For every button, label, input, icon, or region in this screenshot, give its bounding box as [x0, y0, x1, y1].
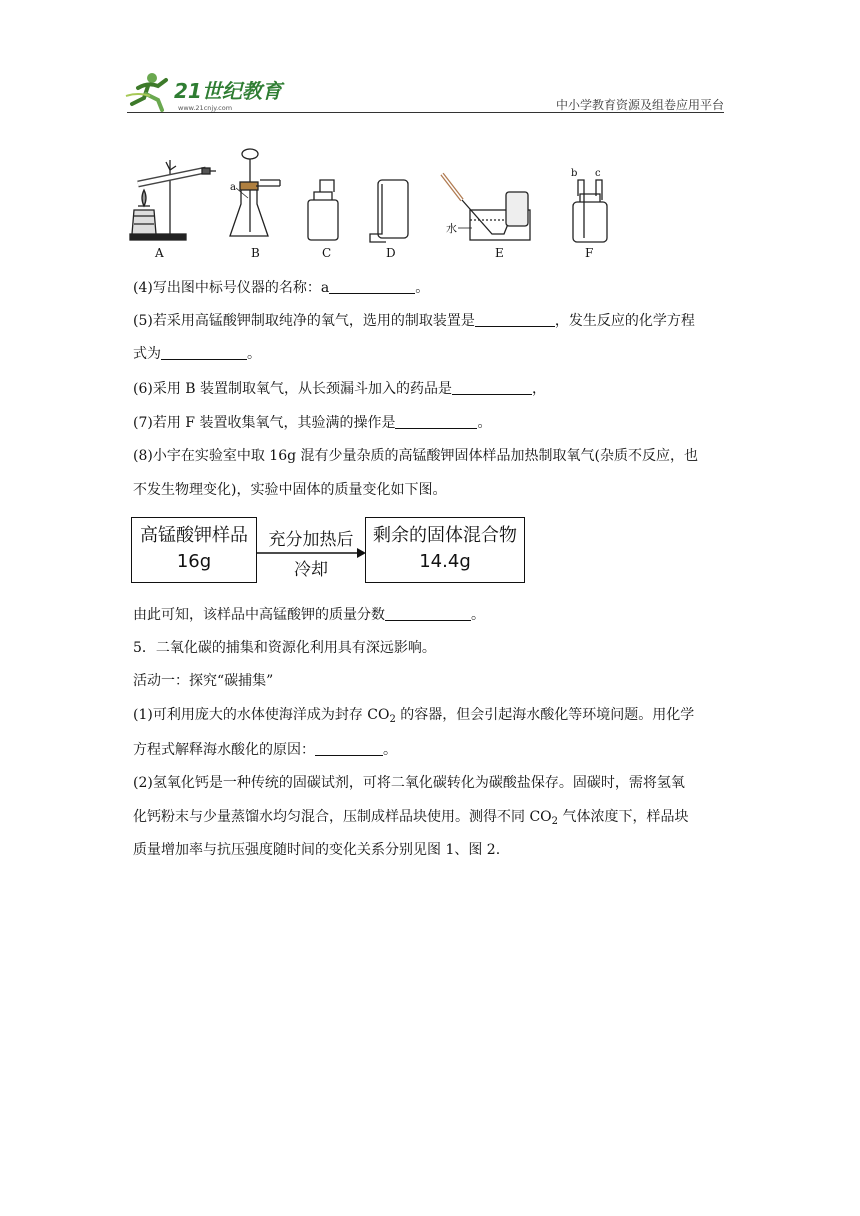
question-4: (4)写出图中标号仪器的名称：a 。 [133, 280, 430, 296]
apparatus-label-d: D [386, 246, 396, 260]
answer-blank[interactable] [385, 606, 471, 621]
section5-p2-cont: 化钙粉末与少量蒸馏水均匀混合，压制成样品块使用。测得不同 $CO_2$ 气体浓度下，样品块 [133, 809, 689, 827]
lab-apparatus-figure [120, 140, 740, 270]
apparatus-label-a: A [155, 246, 164, 260]
answer-blank[interactable] [329, 279, 415, 294]
label-water: 水 [446, 222, 457, 235]
answer-blank[interactable] [452, 380, 532, 395]
apparatus-a [130, 160, 216, 240]
label-b: b [571, 168, 578, 179]
question-8-cont: 不发生物理变化)，实验中固体的质量变化如下图。 [133, 482, 447, 498]
answer-blank[interactable] [161, 345, 247, 360]
question-8-conclusion: 由此可知，该样品中高锰酸钾的质量分数 。 [133, 607, 485, 623]
apparatus-label-f: F [585, 246, 594, 260]
runner-icon [126, 73, 166, 110]
activity-1-title: 活动一：探究“碳捕集” [133, 673, 274, 689]
apparatus-c [308, 180, 338, 240]
question-5-cont: 式为 。 [133, 346, 261, 362]
question-6: (6)采用 B 装置制取氧气，从长颈漏斗加入的药品是 ， [133, 381, 547, 397]
apparatus-b [230, 149, 280, 236]
apparatus-label-c: C [322, 246, 332, 260]
logo-text: 21世纪教育 [174, 79, 282, 103]
arrow-icon [257, 547, 367, 559]
section5-p2-end: 质量增加率与抗压强度随时间的变化关系分别见图 1、图 2. [133, 842, 501, 858]
section5-p1: (1)可利用庞大的水体使海洋成为封存 $CO_2$ 的容器，但会引起海水酸化等环境问题。用化学 [133, 707, 695, 725]
section5-p1-cont: 方程式解释海水酸化的原因： 。 [133, 742, 397, 758]
section-5-title: 5．二氧化碳的捕集和资源化利用具有深远影响。 [133, 640, 436, 656]
header-divider [127, 112, 724, 113]
arrow-bottom-label: 冷却 [294, 560, 328, 580]
answer-blank[interactable] [475, 312, 555, 327]
residue-box: 剩余的固体混合物 14.4g [365, 517, 525, 583]
answer-blank[interactable] [315, 741, 383, 756]
apparatus-label-e: E [495, 246, 504, 260]
apparatus-f [571, 168, 607, 242]
apparatus-d [370, 180, 408, 242]
section5-p2: (2)氢氧化钙是一种传统的固碳试剂，可将二氧化碳转化为碳酸盐保存。固碳时，需将氢氧 [133, 775, 685, 791]
label-a: a [230, 182, 236, 193]
question-7: (7)若用 F 装置收集氧气，其验满的操作是 。 [133, 415, 492, 431]
label-c: c [595, 168, 601, 179]
site-logo [118, 66, 298, 114]
question-5: (5)若采用高锰酸钾制取纯净的氧气，选用的制取装置是 ，发生反应的化学方程 [133, 313, 695, 329]
arrow-top-label: 充分加热后 [268, 530, 354, 550]
answer-blank[interactable] [395, 414, 477, 429]
header-slogan: 中小学教育资源及组卷应用平台 [555, 98, 724, 112]
logo-url: www.21cnjy.com [178, 104, 233, 112]
question-8: (8)小宇在实验室中取 16g 混有少量杂质的高锰酸钾固体样品加热制取氧气(杂质不反应，也 [133, 448, 698, 464]
apparatus-label-b: B [251, 246, 260, 260]
mass-change-diagram [131, 517, 531, 587]
apparatus-e [442, 174, 530, 240]
sample-box: 高锰酸钾样品 16g [131, 517, 257, 583]
